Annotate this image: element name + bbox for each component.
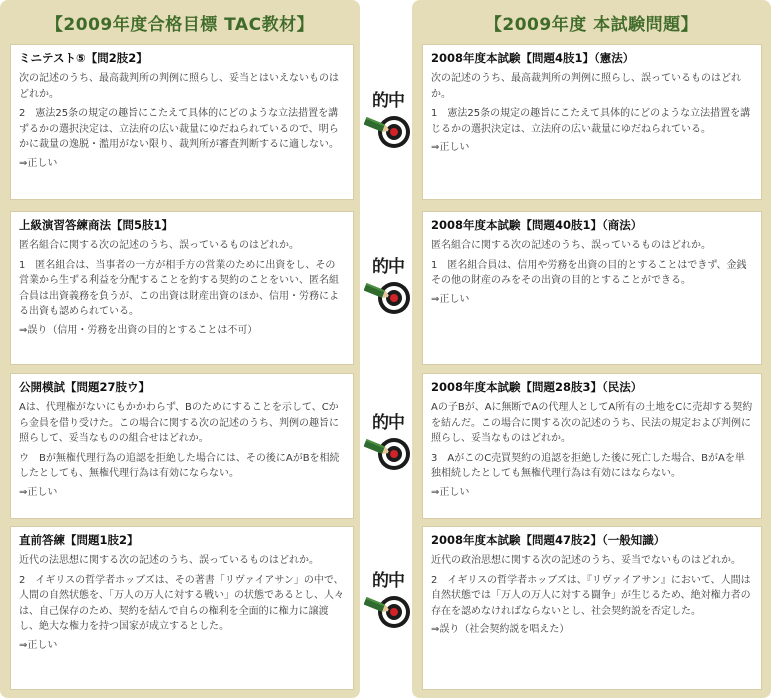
box-answer: ⇒正しい	[431, 486, 470, 498]
box-question: 次の記述のうち、最高裁判所の判例に照らし、妥当とはいえないものはどれか。	[19, 73, 339, 100]
tekichu-label: 的中	[372, 91, 404, 111]
left-box-2	[10, 211, 354, 365]
box-statement: 2 憲法25条の規定の趣旨にこたえて具体的にどのような立法措置を講ずるかの選択決定は、立法府の広い裁量にゆだねられているので、明らかに裁量の逸脱・濫用がない限り、裁判所が審査判断するに適しない。	[19, 108, 339, 150]
box-title: 2008年度本試験【問題47肢2】（一般知識）	[431, 533, 666, 547]
box-question: 匿名組合に関する次の記述のうち、誤っているものはどれか。	[431, 240, 711, 251]
box-title: ミニテスト⑤【問2肢2】	[19, 51, 148, 65]
box-statement: 1 憲法25条の規定の趣旨にこたえて具体的にどのような立法措置を講じるかの選択決定は、立法府の広い裁量にゆだねられている。	[431, 108, 751, 135]
box-question: 次の記述のうち、最高裁判所の判例に照らし、誤っているものはどれか。	[431, 73, 741, 100]
pencil-target-icon	[364, 432, 412, 478]
pencil-target-icon	[364, 590, 412, 636]
left-box-4	[10, 526, 354, 690]
box-title: 公開模試【問題27肢ウ】	[19, 380, 151, 394]
box-title: 上級演習答練商法【問5肢1】	[19, 218, 174, 232]
box-question: 匿名組合に関する次の記述のうち、誤っているものはどれか。	[19, 240, 299, 251]
box-title: 2008年度本試験【問題4肢1】（憲法）	[431, 51, 635, 65]
left-column-title: 【2009年度合格目標 TAC教材】	[45, 15, 315, 35]
box-statement: 2 イギリスの哲学者ホッブズは、『リヴァイアサン』において、人間は自然状態では「万人の万人に対する闘争」が生じるため、絶対権力者の存在を認めなければならないとし、社会契約説を否定した。	[431, 574, 751, 617]
box-statement: 1 匿名組合員は、信用や労務を出資の目的とすることはできず、金銭その他の財産のみをその出資の目的とすることができる。	[431, 259, 747, 286]
box-answer: ⇒誤り（信用・労務を出資の目的とすることは不可）	[19, 324, 258, 336]
tekichu-badge	[364, 566, 412, 646]
box-answer: ⇒正しい	[431, 293, 470, 305]
box-title: 2008年度本試験【問題28肢3】（民法）	[431, 380, 643, 394]
tekichu-badge	[364, 408, 412, 488]
box-title: 2008年度本試験【問題40肢1】（商法）	[431, 218, 643, 232]
left-column	[0, 0, 360, 698]
pencil-target-icon	[364, 110, 412, 156]
right-box-4	[422, 526, 762, 690]
right-box-2	[422, 211, 762, 365]
box-answer: ⇒正しい	[19, 639, 58, 651]
box-question: 近代の政治思想に関する次の記述のうち、妥当でないものはどれか。	[431, 555, 741, 566]
tekichu-label: 的中	[372, 413, 404, 433]
tekichu-badge	[364, 252, 412, 332]
right-column-title: 【2009年度 本試験問題】	[484, 15, 699, 35]
tekichu-label: 的中	[372, 257, 404, 277]
box-answer: ⇒正しい	[19, 157, 58, 169]
tekichu-badge	[364, 86, 412, 166]
right-box-1	[422, 44, 762, 200]
tekichu-label: 的中	[372, 571, 404, 591]
box-statement: 3 AがこのC売買契約の追認を拒絶した後に死亡した場合、BがAを単独相続したとしても無権代理行為は有効にはならない。	[431, 452, 745, 479]
box-statement: 1 匿名組合は、当事者の一方が相手方の営業のために出資をし、その営業から生ずる利益を分配することを約する契約のことをいい、匿名組合員は出資義務を負うが、この出資は財産出資のほか、信用・労務による出資も認められている。	[19, 259, 339, 317]
right-box-3	[422, 373, 762, 519]
box-statement: ウ Bが無権代理行為の追認を拒絶した場合には、その後にAがBを相続したとしても、無権代理行為は有効にならない。	[19, 452, 340, 479]
left-box-3	[10, 373, 354, 519]
left-box-1	[10, 44, 354, 200]
box-question: Aは、代理権がないにもかかわらず、Bのためにすることを示して、Cから金員を借り受けた。この場合に関する次の記述のうち、判例の趣旨に照らして、妥当なものの組合せはどれか。	[19, 402, 339, 444]
box-answer: ⇒正しい	[431, 142, 470, 153]
box-answer: ⇒正しい	[19, 486, 58, 498]
box-statement: 2 イギリスの哲学者ホッブズは、その著書「リヴァイアサン」の中で、人間の自然状態を、「万人の万人に対する戦い」の状態であるとし、人々は、自己保存のため、契約を結んで自らの権利を全面的に権力に譲渡し、絶大な権力を持つ国家が成立するとした。	[19, 574, 344, 632]
right-column	[412, 0, 771, 698]
box-title: 直前答練【問題1肢2】	[19, 533, 139, 547]
pencil-target-icon	[364, 276, 412, 322]
box-question: Aの子Bが、Aに無断でAの代理人としてA所有の土地をCに売却する契約を結んだ。この場合に関する次の記述のうち、民法の規定および判例に照らし、妥当なものはどれか。	[431, 402, 753, 444]
box-answer: ⇒誤り（社会契約説を唱えた）	[431, 624, 570, 635]
box-question: 近代の法思想に関する次の記述のうち、誤っているものはどれか。	[19, 555, 319, 566]
